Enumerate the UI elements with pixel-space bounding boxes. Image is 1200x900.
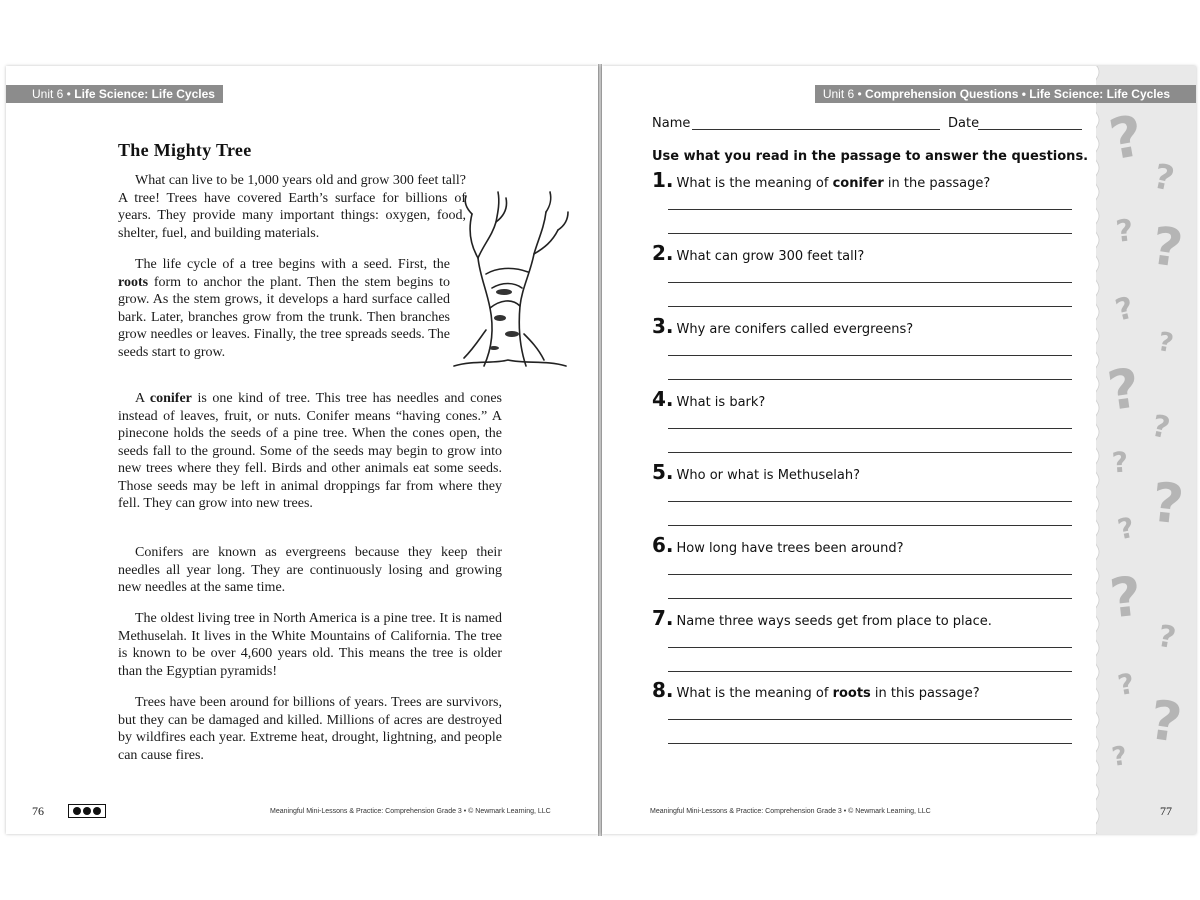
header-topic: Life Science: Life Cycles bbox=[74, 87, 215, 101]
name-label: Name bbox=[652, 116, 691, 131]
left-page bbox=[6, 66, 598, 834]
question-mark-icon: ? bbox=[1150, 156, 1178, 200]
instructions: Use what you read in the passage to answer the questions. bbox=[652, 149, 1089, 164]
answer-line[interactable] bbox=[668, 501, 1072, 502]
answer-line[interactable] bbox=[668, 719, 1072, 720]
question-mark-icon: ? bbox=[1109, 741, 1130, 773]
header-unit: Unit 6 • bbox=[822, 87, 862, 101]
answer-line[interactable] bbox=[668, 282, 1072, 283]
header-unit: Unit 6 • bbox=[32, 87, 71, 101]
question-5: 5. Who or what is Methuselah? bbox=[652, 460, 860, 484]
answer-line[interactable] bbox=[668, 574, 1072, 575]
question-mark-icon: ? bbox=[1148, 470, 1187, 537]
question-mark-icon: ? bbox=[1104, 103, 1148, 174]
question-mark-icon: ? bbox=[1148, 408, 1173, 447]
tree-illustration bbox=[434, 188, 576, 374]
answer-line[interactable] bbox=[668, 209, 1072, 210]
answer-line[interactable] bbox=[668, 598, 1072, 599]
question-mark-strip bbox=[1096, 66, 1196, 834]
answer-line[interactable] bbox=[668, 379, 1072, 380]
question-mark-icon: ? bbox=[1115, 666, 1137, 703]
question-mark-icon: ? bbox=[1155, 326, 1176, 360]
level-dot bbox=[83, 807, 91, 815]
question-mark-icon: ? bbox=[1114, 213, 1136, 250]
left-page-header bbox=[6, 85, 223, 103]
question-mark-icon: ? bbox=[1114, 510, 1138, 547]
answer-line[interactable] bbox=[668, 525, 1072, 526]
question-1: 1. What is the meaning of conifer in the passage? bbox=[652, 168, 991, 192]
passage-paragraph: Conifers are known as evergreens because they keep their needles all year long. They are continuously losing and growing new needles at the same time. bbox=[118, 545, 502, 595]
level-dot bbox=[73, 807, 81, 815]
question-7: 7. Name three ways seeds get from place to place. bbox=[652, 606, 992, 630]
page-footer: Meaningful Mini-Lessons & Practice: Comprehension Grade 3 • © Newmark Learning, LLC bbox=[650, 808, 931, 815]
passage-paragraph: Trees have been around for billions of years. Trees are survivors, but they can be damaged and killed. Millions of acres are destroyed by wildfires each year. Extreme heat, drought, lightning, and people can cause fires. bbox=[118, 695, 502, 763]
difficulty-level-indicator bbox=[68, 804, 106, 818]
date-label: Date bbox=[948, 116, 980, 131]
question-mark-icon: ? bbox=[1110, 445, 1130, 480]
name-date-row bbox=[652, 116, 690, 131]
answer-line[interactable] bbox=[668, 647, 1072, 648]
question-mark-icon: ? bbox=[1155, 618, 1179, 657]
right-page bbox=[602, 66, 1196, 834]
answer-line[interactable] bbox=[668, 355, 1072, 356]
question-8: 8. What is the meaning of roots in this passage? bbox=[652, 678, 980, 702]
right-page-header bbox=[815, 85, 1196, 103]
name-field[interactable] bbox=[692, 115, 940, 130]
question-mark-icon: ? bbox=[1103, 356, 1144, 423]
question-mark-icon: ? bbox=[1106, 564, 1145, 631]
header-topic: Comprehension Questions • Life Science: Life Cycles bbox=[865, 87, 1170, 101]
date-field[interactable] bbox=[978, 115, 1082, 130]
answer-line[interactable] bbox=[668, 452, 1072, 453]
wavy-edge bbox=[1096, 66, 1102, 834]
passage-title: The Mighty Tree bbox=[118, 140, 252, 160]
passage-paragraph: The life cycle of a tree begins with a seed. First, the roots form to anchor the plant. Then the stem begins to grow. As the stem grows, it develops a hard surface called bark. Later, branches grow from the trunk. Then branches grow needles or leaves. Finally, the tree spreads seeds. The seeds start to grow. bbox=[118, 257, 450, 360]
answer-line[interactable] bbox=[668, 428, 1072, 429]
page-number: 77 bbox=[1160, 804, 1172, 818]
question-mark-icon: ? bbox=[1147, 216, 1187, 280]
vocab-word-conifer: conifer bbox=[149, 391, 192, 406]
page-number: 76 bbox=[32, 804, 44, 818]
question-2: 2. What can grow 300 feet tall? bbox=[652, 241, 865, 265]
passage-paragraph: What can live to be 1,000 years old and grow 300 feet tall? A tree! Trees have covered Earth’s surface for billions of years. They provide many important things: oxygen, food, shelter, fuel, and building materials. bbox=[118, 173, 466, 241]
question-mark-icon: ? bbox=[1145, 688, 1186, 755]
level-dot bbox=[93, 807, 101, 815]
question-3: 3. Why are conifers called evergreens? bbox=[652, 314, 914, 338]
page-footer: Meaningful Mini-Lessons & Practice: Comprehension Grade 3 • © Newmark Learning, LLC bbox=[270, 808, 551, 815]
answer-line[interactable] bbox=[668, 743, 1072, 744]
answer-line[interactable] bbox=[668, 671, 1072, 672]
passage-paragraph: The oldest living tree in North America is a pine tree. It is named Methuselah. It lives in the White Mountains of California. The tree is known to be over 4,600 years old. This means the tree is older than the Egyptian pyramids! bbox=[118, 611, 502, 679]
vocab-word-roots: roots bbox=[118, 274, 149, 290]
question-mark-icon: ? bbox=[1112, 290, 1138, 329]
answer-line[interactable] bbox=[668, 306, 1072, 307]
question-4: 4. What is bark? bbox=[652, 387, 766, 411]
question-6: 6. How long have trees been around? bbox=[652, 533, 904, 557]
answer-line[interactable] bbox=[668, 233, 1072, 234]
passage-paragraph: A conifer is one kind of tree. This tree has needles and cones instead of leaves, fruit, or nuts. Conifer means “having cones.” A pinecone holds the seeds of a pine tree. When the cones open, the seeds fall to the ground. Some of the seeds may begin to grow into new trees where they fell. Birds and other animals eat some seeds. Those seeds may be left in animal droppings far from where they fell. They can grow into new trees. bbox=[118, 391, 502, 511]
date-row bbox=[948, 116, 979, 131]
